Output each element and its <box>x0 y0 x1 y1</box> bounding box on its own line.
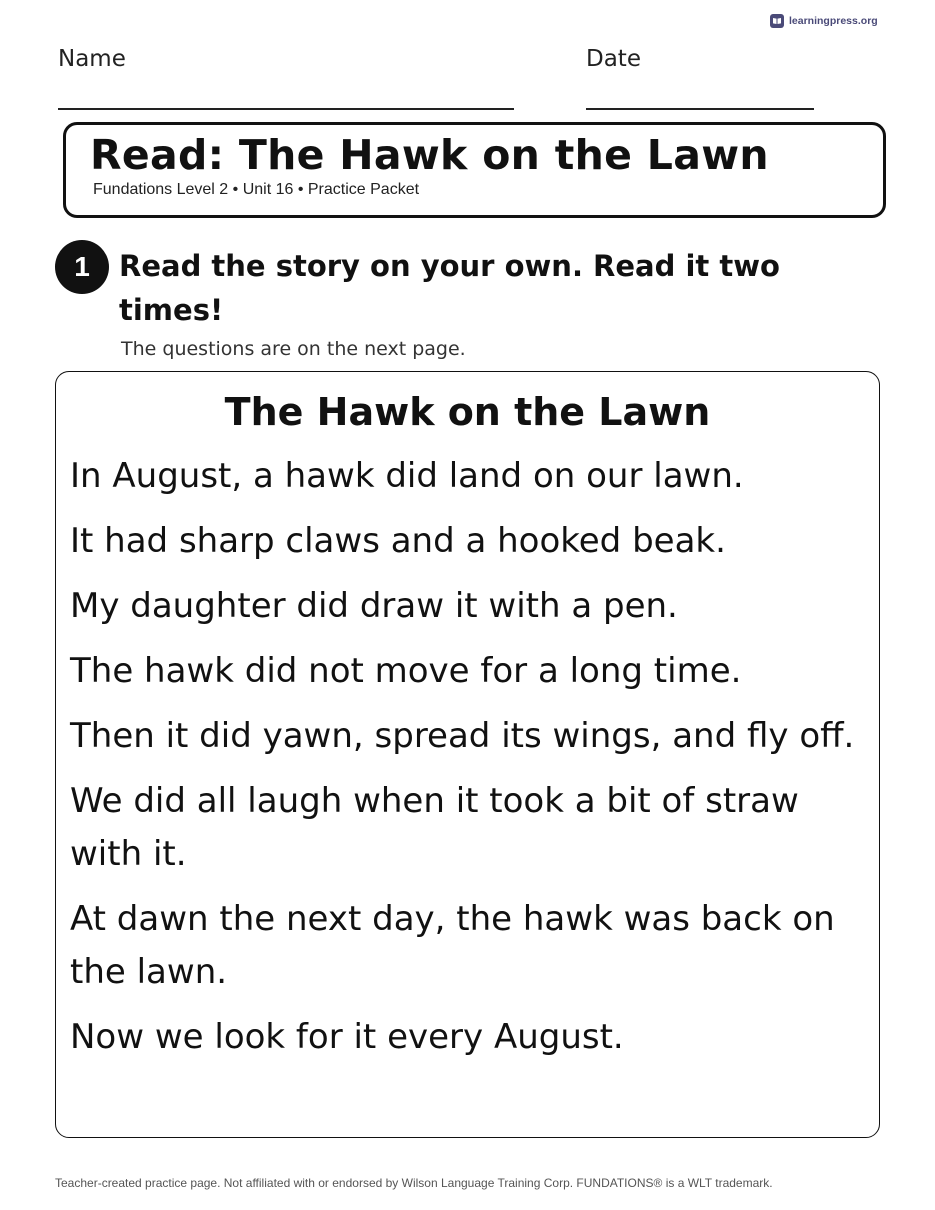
story-line: We did all laugh when it took a bit of straw with it. <box>70 781 799 874</box>
story-line: The hawk did not move for a long time. <box>70 651 742 691</box>
page-subtitle: Fundations Level 2 • Unit 16 • Practice Packet <box>93 181 420 198</box>
date-field-line[interactable] <box>586 108 814 110</box>
title-banner <box>63 122 886 218</box>
step-note: The questions are on the next page. <box>121 338 466 360</box>
story-line: Now we look for it every August. <box>70 1017 624 1057</box>
story-panel <box>55 371 880 1138</box>
brand-logo <box>770 12 878 30</box>
name-label: Name <box>58 46 126 72</box>
name-field-line[interactable] <box>58 108 514 110</box>
step-instruction: Read the story on your own. Read it two times! <box>119 249 780 327</box>
story-line: It had sharp claws and a hooked beak. <box>70 521 726 561</box>
brand-text: learningpress.org <box>789 15 878 27</box>
story-line: In August, a hawk did land on our lawn. <box>70 456 744 496</box>
footer-disclaimer: Teacher-created practice page. Not affiliated with or endorsed by Wilson Language Training Corp. FUNDATIONS® is a WLT trademark. <box>55 1176 773 1190</box>
story-line: My daughter did draw it with a pen. <box>70 586 678 626</box>
story-lines <box>70 450 870 1076</box>
page-title: Read: The Hawk on the Lawn <box>90 131 769 179</box>
book-icon <box>770 14 784 28</box>
story-line: Then it did yawn, spread its wings, and fly off. <box>70 716 855 756</box>
date-label: Date <box>586 46 641 72</box>
step-number-badge: 1 <box>55 240 109 294</box>
story-title: The Hawk on the Lawn <box>224 390 711 434</box>
story-line: At dawn the next day, the hawk was back on the lawn. <box>70 899 835 992</box>
